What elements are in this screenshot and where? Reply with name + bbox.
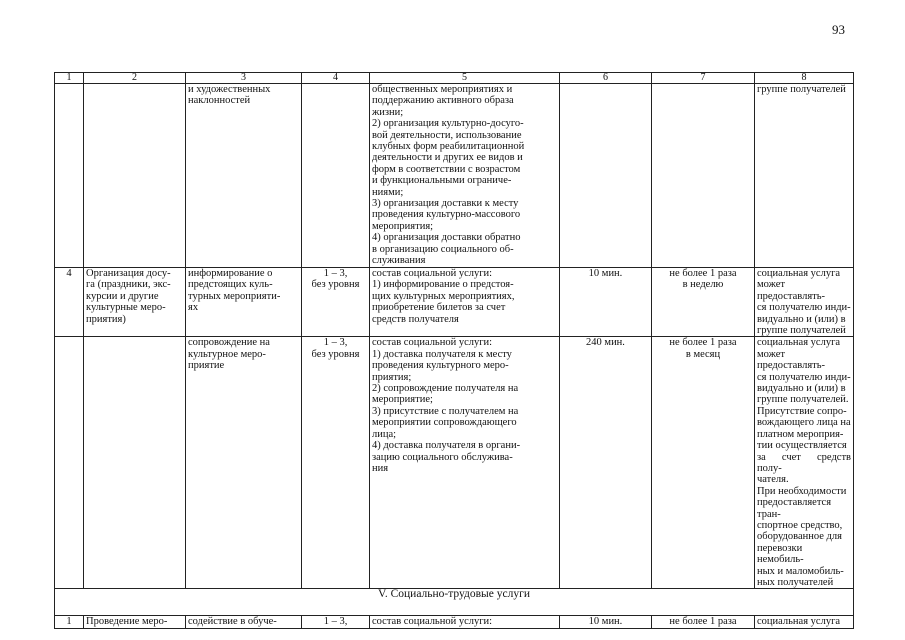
column-number: 3 bbox=[186, 73, 302, 84]
group-cell: 1 – 3, bbox=[302, 616, 370, 628]
group-cell: 1 – 3, без уровня bbox=[302, 337, 370, 589]
service-subtype-cell: содействие в обуче- bbox=[186, 616, 302, 628]
column-number: 1 bbox=[55, 73, 84, 84]
duration-cell: 10 мин. bbox=[560, 268, 652, 337]
page-number: 93 bbox=[832, 22, 845, 37]
table-row bbox=[55, 84, 854, 268]
frequency-cell: не более 1 раза в неделю bbox=[652, 268, 755, 337]
service-content-cell: общественных мероприятиях и поддержанию активного образа жизни; 2) организация культурно-досуго- вой деятельности, использование клубных форм реабилитационной деятельности и других ее видов и форм в соответствии с возрастом и функциональными ограниче- ниями; 3) организация доставки к месту проведения культурно-массового мероприятия; 4) организация доставки обратно в организацию социального об- служивания bbox=[370, 84, 560, 268]
service-name-cell: Проведение меро- bbox=[84, 616, 186, 628]
service-subtype-cell: сопровождение на культурное меро- приятие bbox=[186, 337, 302, 589]
services-table bbox=[54, 72, 854, 629]
column-number: 4 bbox=[302, 73, 370, 84]
duration-cell: 240 мин. bbox=[560, 337, 652, 589]
column-number: 7 bbox=[652, 73, 755, 84]
duration-cell bbox=[560, 84, 652, 268]
service-content-cell: состав социальной услуги: 1) доставка получателя к месту проведения культурного меро- приятия; 2) сопровождение получателя на мероприятие; 3) присутствие с получателем на мероприятии сопровождающего лица; 4) доставка получателя в органи- зацию социального обслужива- ния bbox=[370, 337, 560, 589]
duration-cell: 10 мин. bbox=[560, 616, 652, 628]
group-cell bbox=[302, 84, 370, 268]
section-title: V. Социально-трудовые услуги bbox=[55, 589, 854, 616]
column-number: 6 bbox=[560, 73, 652, 84]
frequency-cell: не более 1 раза в месяц bbox=[652, 337, 755, 589]
service-subtype-cell: и художественных наклонностей bbox=[186, 84, 302, 268]
column-number: 2 bbox=[84, 73, 186, 84]
notes-cell: социальная услуга bbox=[755, 616, 854, 628]
row-number-cell: 1 bbox=[55, 616, 84, 628]
row-number-cell: 4 bbox=[55, 268, 84, 337]
table-row bbox=[55, 268, 854, 337]
notes-cell: социальная услуга может предоставлять- ся получателю инди- видуально и (или) в группе получателей bbox=[755, 268, 854, 337]
service-subtype-cell: информирование о предстоящих куль- турных мероприяти- ях bbox=[186, 268, 302, 337]
column-number: 8 bbox=[755, 73, 854, 84]
table-row bbox=[55, 616, 854, 628]
frequency-cell: не более 1 раза bbox=[652, 616, 755, 628]
column-number: 5 bbox=[370, 73, 560, 84]
notes-cell: социальная услуга может предоставлять- ся получателю инди- видуально и (или) в группе получателей. Присутствие сопро- вождающего лица на платном мероприя- тии осуществляется за счет средств полу- чателя. При необходимости предоставляется тран- спортное средство, оборудованное для перевозки немобиль- ных и маломобиль- ных получателей bbox=[755, 337, 854, 589]
service-content-cell: состав социальной услуги: 1) информирование о предстоя- щих культурных мероприятиях, приобретение билетов за счет средств получателя bbox=[370, 268, 560, 337]
group-cell: 1 – 3, без уровня bbox=[302, 268, 370, 337]
section-heading-row bbox=[55, 589, 854, 616]
column-number-row bbox=[55, 73, 854, 84]
row-number-cell bbox=[55, 84, 84, 268]
table-row bbox=[55, 337, 854, 589]
service-name-cell bbox=[84, 337, 186, 589]
service-content-cell: состав социальной услуги: bbox=[370, 616, 560, 628]
service-name-cell: Организация досу- га (праздники, экс- курсии и другие культурные меро- приятия) bbox=[84, 268, 186, 337]
row-number-cell bbox=[55, 337, 84, 589]
service-name-cell bbox=[84, 84, 186, 268]
notes-cell: группе получателей bbox=[755, 84, 854, 268]
frequency-cell bbox=[652, 84, 755, 268]
